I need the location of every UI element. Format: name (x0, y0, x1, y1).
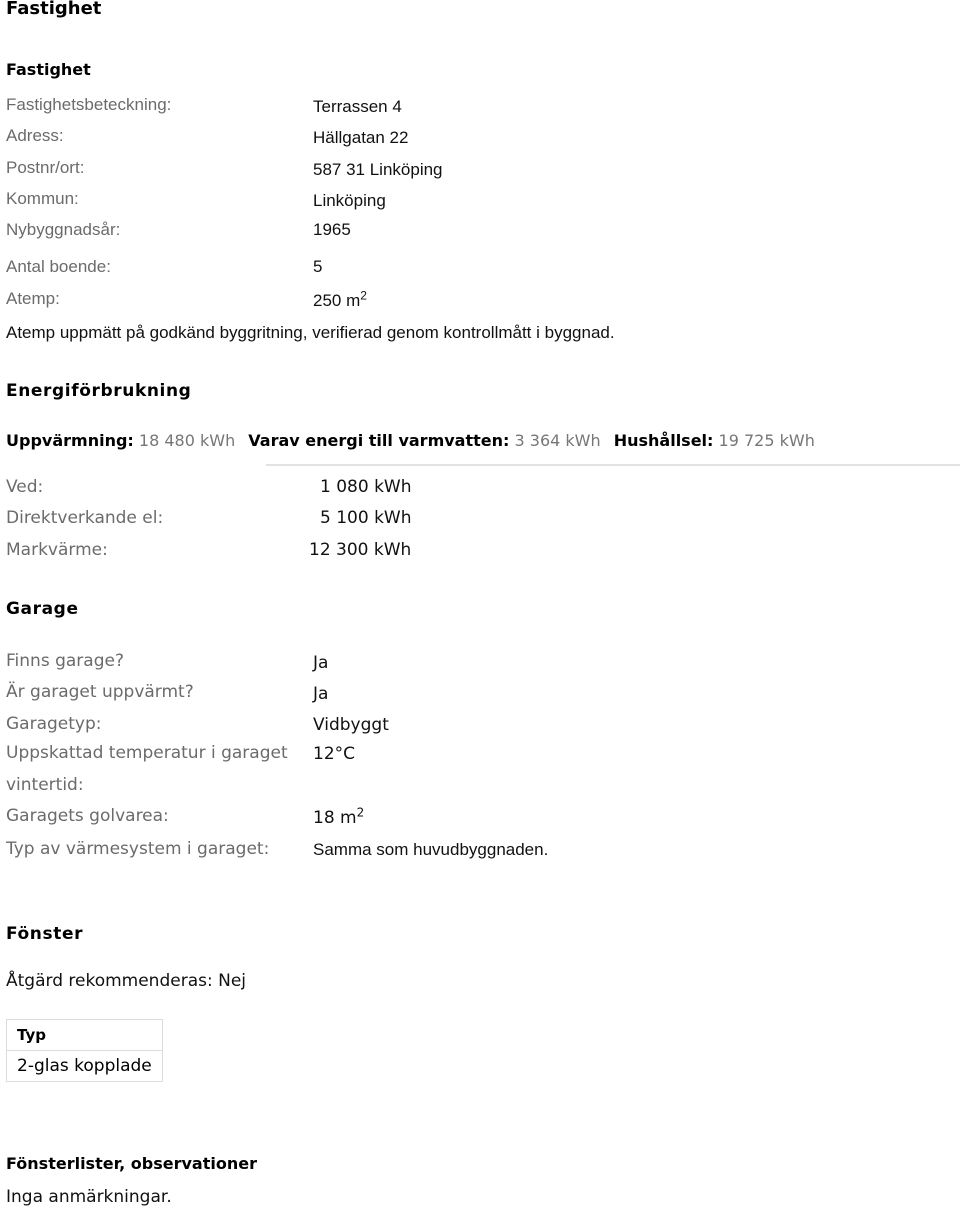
fonster-table (6, 1019, 163, 1082)
label-markvarme: Markvärme: (6, 540, 108, 560)
atemp-unit-sup: 2 (360, 288, 367, 303)
value-finns-garage: Ja (313, 653, 329, 673)
page-title: Fastighet (6, 0, 102, 19)
value-antal-boende: 5 (313, 257, 323, 276)
value-garage-uppvarmt: Ja (313, 684, 329, 704)
value-direktverkande-el: 5 100 kWh (320, 508, 412, 528)
label-temperatur-cont: vintertid: (6, 775, 84, 795)
value-atemp (313, 288, 367, 311)
value-postnr-ort: 587 31 Linköping (313, 160, 443, 179)
hushallsel-value: 19 725 kWh (718, 431, 815, 450)
table-header-typ: Typ (7, 1020, 163, 1051)
garage-heading: Garage (6, 599, 79, 619)
uppvarmning-label: Uppvärmning: (6, 431, 134, 450)
fonsterlister-text: Inga anmärkningar. (6, 1187, 172, 1207)
energi-heading: Energiförbrukning (6, 381, 192, 401)
label-antal-boende: Antal boende: (6, 257, 111, 276)
fonster-heading: Fönster (6, 924, 84, 944)
label-kommun: Kommun: (6, 189, 79, 208)
value-fastighetsbeteckning: Terrassen 4 (313, 97, 402, 116)
value-markvarme: 12 300 kWh (309, 540, 412, 560)
table-row (7, 1051, 163, 1082)
atemp-number: 250 m (313, 291, 361, 310)
label-garagetyp: Garagetyp: (6, 714, 102, 734)
value-kommun: Linköping (313, 191, 386, 210)
value-adress: Hällgatan 22 (313, 128, 409, 147)
label-nybyggnadsar: Nybyggnadsår: (6, 220, 121, 239)
fonsterlister-heading: Fönsterlister, observationer (6, 1154, 257, 1173)
varmvatten-label: Varav energi till varmvatten: (248, 431, 510, 450)
fastighet-heading: Fastighet (6, 60, 91, 79)
label-atemp: Atemp: (6, 289, 60, 308)
energy-divider (266, 464, 960, 466)
value-nybyggnadsar: 1965 (313, 220, 351, 239)
value-garagetyp: Vidbyggt (313, 715, 389, 735)
table-row (7, 1020, 163, 1051)
value-varmesystem: Samma som huvudbyggnaden. (313, 840, 549, 859)
label-garage-uppvarmt: Är garaget uppvärmt? (6, 682, 194, 702)
energy-summary (6, 431, 815, 450)
label-fastighetsbeteckning: Fastighetsbeteckning: (6, 95, 172, 114)
label-direktverkande-el: Direktverkande el: (6, 508, 164, 528)
varmvatten-value: 3 364 kWh (514, 431, 601, 450)
label-finns-garage: Finns garage? (6, 651, 124, 671)
atgard-text: Åtgärd rekommenderas: Nej (6, 971, 247, 991)
value-ved: 1 080 kWh (320, 477, 412, 497)
label-ved: Ved: (6, 477, 44, 497)
value-temperatur: 12°C (313, 744, 356, 764)
label-postnr-ort: Postnr/ort: (6, 158, 85, 177)
label-varmesystem: Typ av värmesystem i garaget: (6, 839, 270, 859)
label-temperatur: Uppskattad temperatur i garaget (6, 743, 288, 763)
value-golvarea (313, 805, 365, 828)
atemp-note: Atemp uppmätt på godkänd byggritning, verifierad genom kontrollmått i byggnad. (6, 323, 615, 342)
table-cell-typ: 2-glas kopplade (7, 1051, 163, 1082)
label-golvarea: Garagets golvarea: (6, 806, 169, 826)
hushallsel-label: Hushållsel: (613, 431, 714, 450)
golvarea-number: 18 m (313, 808, 357, 828)
uppvarmning-value: 18 480 kWh (138, 431, 236, 450)
golvarea-unit-sup: 2 (356, 805, 365, 820)
label-adress: Adress: (6, 126, 64, 145)
